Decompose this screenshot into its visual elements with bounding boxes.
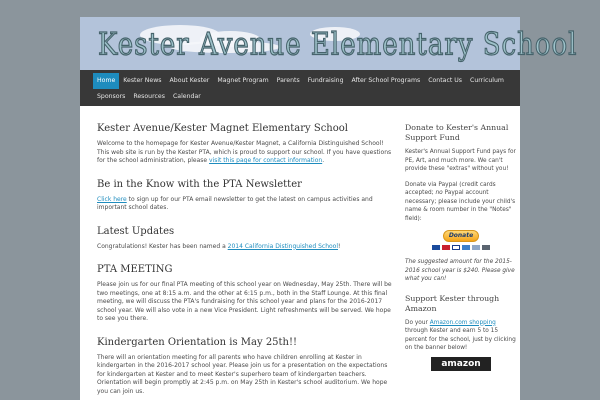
- heading-updates: Latest Updates: [97, 225, 175, 237]
- nav-after-school[interactable]: After School Programs: [351, 77, 421, 84]
- nav-sponsors[interactable]: Sponsors: [97, 93, 126, 100]
- nav-contact-us[interactable]: Contact Us: [428, 77, 462, 84]
- amazon-text: [405, 319, 517, 353]
- nav-curriculum[interactable]: Curriculum: [470, 77, 504, 84]
- card-icon: [452, 245, 460, 250]
- paypal-text: [405, 181, 517, 224]
- donate-text: Kester's Annual Support Fund pays for PE, Art, and much more. We can't provide these "extras" without you!: [405, 149, 516, 172]
- text: to sign up for our PTA email newsletter to get the latest on campus activities and important school dates.: [97, 195, 373, 211]
- heading-newsletter: Be in the Know with the PTA Newsletter: [97, 178, 302, 190]
- site-header: [80, 17, 578, 70]
- nav-parents[interactable]: Parents: [276, 77, 300, 84]
- suggested-amount: The suggested amount for the 2015-2016 school year is $240. Please give what you can!: [405, 259, 515, 282]
- text: no: [435, 190, 443, 196]
- card-icon: [482, 245, 490, 250]
- paypal-donate-button[interactable]: Donate: [443, 230, 479, 242]
- main-content: [97, 106, 393, 396]
- nav-calendar[interactable]: Calendar: [172, 93, 201, 100]
- card-icon: [462, 245, 470, 250]
- card-icon: [442, 245, 450, 250]
- nav-home[interactable]: Home: [93, 73, 119, 89]
- amazon-heading: Support Kester through Amazon: [405, 293, 500, 313]
- text: Welcome to the homepage for Kester Avenue/Kester Magnet, a California Distinguished School! This web site is run by the Kester PTA, which is proud to support our school. If you have questions for the school administration, please: [97, 140, 392, 164]
- text: .: [322, 157, 325, 164]
- pta-meeting-text: Please join us for our final PTA meeting of this school year on Wednesday, May 25th. There will be two meetings, one at 8:15 a.m. and the other at 6:15 p.m., both in the Staff Lounge. At this final meeting, we will discuss the PTA's fundraising for this school year and plans for the 2016-2017 school year. We will also vote in a new Vice President. Light refreshments will be served. We hope to see you there.: [97, 281, 392, 322]
- kindergarten-text: There will an orientation meeting for all parents who have children enrolling at Kester in kindergarten in the 2016-2017 school year. Please join us for a presentation on the expectations for kindergarten at Kester and to meet Kester's superhero team of kindergarten teachers. Orientation will begin promptly at 2:45 p.m. on May 25th in Kester's school auditorium. We hope you can join us.: [97, 353, 388, 395]
- main-nav: [80, 70, 520, 106]
- credit-card-icons: [405, 245, 517, 250]
- nav-about-kester[interactable]: About Kester: [169, 77, 210, 84]
- site-logo[interactable]: Kester Avenue Elementary School: [98, 27, 578, 63]
- nav-resources[interactable]: Resources: [133, 93, 165, 100]
- distinguished-link[interactable]: 2014 California Distinguished School: [227, 242, 338, 250]
- amazon-banner[interactable]: amazon: [431, 357, 491, 371]
- heading-pta-meeting: PTA MEETING: [97, 264, 173, 275]
- heading-welcome: Kester Avenue/Kester Magnet Elementary School: [97, 123, 348, 134]
- newsletter-link[interactable]: Click here: [97, 195, 127, 203]
- text: Do your: [405, 319, 430, 326]
- contact-link[interactable]: visit this page for contact information: [209, 157, 323, 164]
- card-icon: [472, 245, 480, 250]
- nav-fundraising[interactable]: Fundraising: [307, 77, 344, 84]
- text: Paypal account necessary; please include your child's name & room number in the "Notes" field):: [405, 190, 516, 222]
- newsletter-text: [97, 196, 393, 213]
- nav-magnet-program[interactable]: Magnet Program: [217, 77, 269, 84]
- donate-heading: Donate to Kester's Annual Support Fund: [405, 123, 509, 142]
- nav-kester-news[interactable]: Kester News: [123, 77, 162, 84]
- text: Donate via Paypal (credit cards accepted;: [405, 181, 496, 196]
- updates-text: [97, 243, 393, 252]
- text: !: [338, 242, 341, 250]
- text: Congratulations! Kester has been named a: [97, 242, 228, 250]
- card-icon: [432, 245, 440, 250]
- page: [80, 17, 578, 400]
- amazon-link[interactable]: Amazon.com shopping: [429, 319, 496, 326]
- heading-kindergarten: Kindergarten Orientation is May 25th!!: [97, 336, 298, 348]
- text: through Kester and earn 5 to 15 percent for the school, just by clicking on the banner below!: [405, 328, 516, 351]
- welcome-text: [97, 140, 393, 166]
- sidebar: [405, 106, 517, 371]
